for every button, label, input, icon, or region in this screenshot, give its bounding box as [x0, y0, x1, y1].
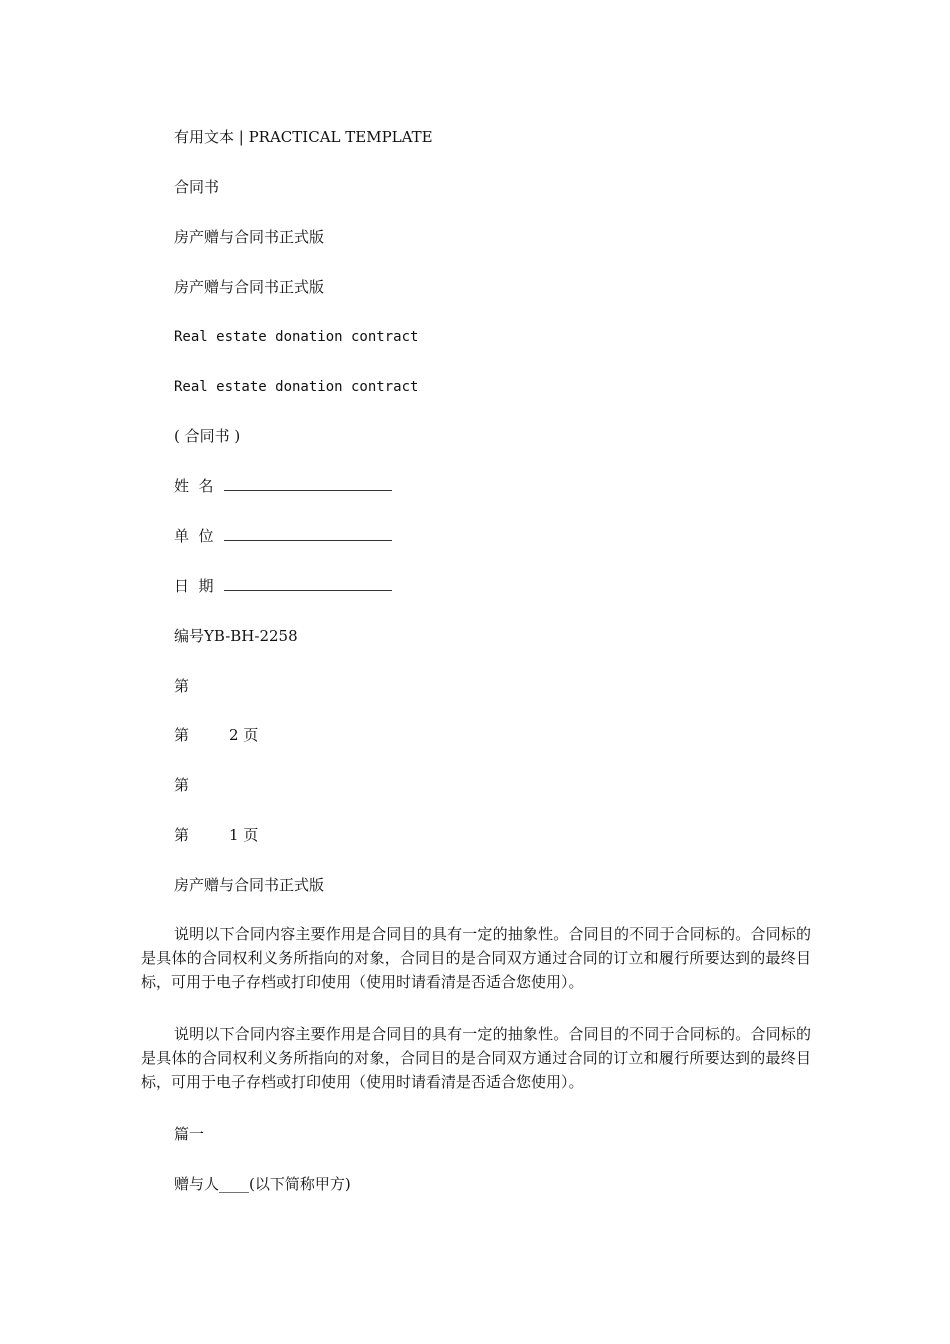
name-field: [174, 476, 392, 496]
doc-title-body: 房产赠与合同书正式版: [174, 876, 325, 894]
date-field-label: 日 期: [174, 577, 214, 595]
page-marker-prefix-b: 第: [174, 826, 190, 844]
name-field-blank: [224, 476, 392, 491]
english-title-primary: Real estate donation contract: [174, 329, 419, 345]
header-label: [174, 127, 433, 147]
document-number: 编号YB-BH-2258: [174, 627, 298, 645]
header-text: 有用文本 | PRACTICAL TEMPLATE: [174, 128, 433, 146]
page-marker-number-a: 2 页: [229, 726, 259, 744]
date-field: [174, 576, 392, 596]
page-marker-line-a: [174, 725, 258, 745]
date-field-blank: [224, 576, 392, 591]
description-paragraph-2: 说明以下合同内容主要作用是合同目的具有一定的抽象性。合同目的不同于合同标的。合同标的是具体的合同权利义务所指向的对象，合同目的是合同双方通过合同的订立和履行所要达到的最终目标，可用于电子存档或打印使用（使用时请看清是否适合您使用）。: [141, 1025, 811, 1091]
doc-type-parenthesized: ( 合同书 ): [174, 427, 241, 445]
page-marker-prefix-a: 第: [174, 726, 190, 744]
description-paragraph-1: 说明以下合同内容主要作用是合同目的具有一定的抽象性。合同目的不同于合同标的。合同标的是具体的合同权利义务所指向的对象，合同目的是合同双方通过合同的订立和履行所要达到的最终目标，可用于电子存档或打印使用（使用时请看清是否适合您使用）。: [141, 925, 811, 991]
english-title-secondary: Real estate donation contract: [174, 379, 419, 395]
unit-field-label: 单 位: [174, 527, 214, 545]
doc-type-label: 合同书: [174, 178, 220, 196]
unit-field: [174, 526, 392, 546]
section-heading: 篇一: [174, 1125, 205, 1143]
page-marker-word-b: 第: [174, 776, 190, 794]
page-marker-line-b: [174, 825, 258, 845]
doc-title-secondary: 房产赠与合同书正式版: [174, 278, 325, 296]
unit-field-blank: [224, 526, 392, 541]
name-field-label: 姓 名: [174, 477, 214, 495]
page-marker-number-b: 1 页: [229, 826, 259, 844]
donor-line: 赠与人____(以下简称甲方): [174, 1175, 351, 1193]
doc-title-primary: 房产赠与合同书正式版: [174, 228, 325, 246]
page-marker-word-a: 第: [174, 677, 190, 695]
